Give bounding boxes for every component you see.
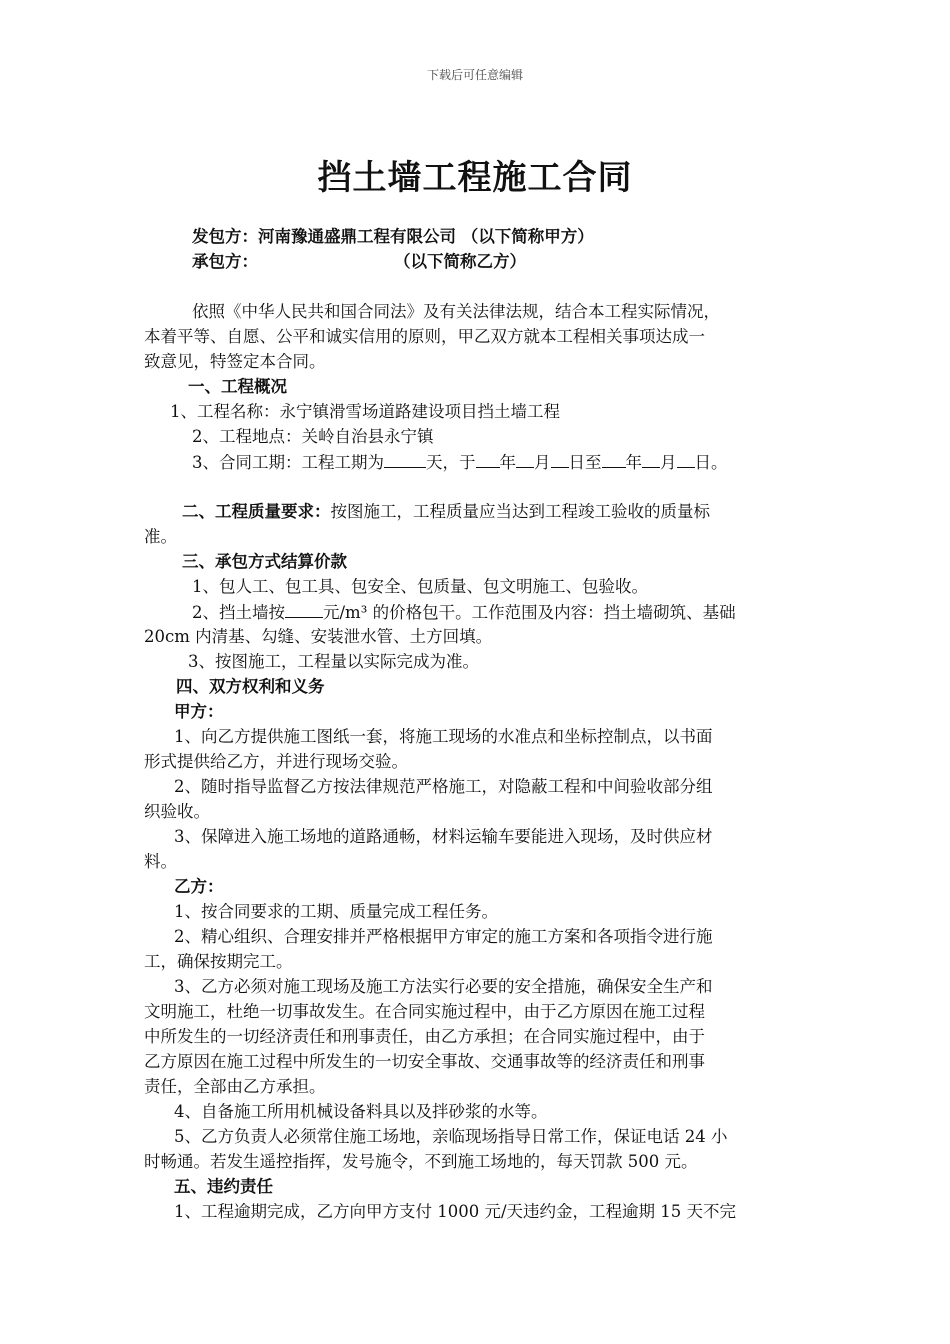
- header-note: 下载后可任意编辑: [426, 68, 523, 82]
- section-4-heading: 四、双方权利和义务: [176, 677, 325, 696]
- project-place: 2、工程地点：关岭自治县永宁镇: [192, 427, 434, 446]
- section-1-heading: 一、工程概况: [188, 377, 287, 396]
- party-b-duty: 1、按合同要求的工期、质量完成工程任务。: [174, 902, 498, 921]
- end-month-blank: [642, 449, 660, 468]
- end-day-blank: [677, 449, 695, 468]
- contract-title: 挡土墙工程施工合同: [317, 158, 633, 198]
- party-b-duty: 工，确保按期完工。: [144, 952, 293, 971]
- party-a-duty: 形式提供给乙方，并进行现场交验。: [144, 752, 408, 771]
- end-year-blank: [602, 449, 626, 468]
- section-5-heading: 五、违约责任: [174, 1177, 273, 1196]
- start-month-blank: [516, 449, 534, 468]
- contractor-label: 承包方：: [192, 252, 258, 271]
- payment-item-2-cont: 20cm 内清基、勾缝、安装泄水管、土方回填。: [144, 627, 493, 646]
- start-day-blank: [551, 449, 569, 468]
- party-b-duty: 乙方原因在施工过程中所发生的一切安全事故、交通事故等的经济责任和刑事: [144, 1052, 705, 1071]
- payment-item-1: 1、包人工、包工具、包安全、包质量、包文明施工、包验收。: [192, 577, 648, 596]
- project-name: 1、工程名称：永宁镇滑雪场道路建设项目挡土墙工程: [170, 402, 560, 421]
- party-a-duty: 料。: [144, 852, 177, 871]
- contractor-suffix: （以下简称乙方）: [394, 252, 526, 271]
- start-year-blank: [476, 449, 500, 468]
- employer-line: 发包方：河南豫通盛鼎工程有限公司 （以下简称甲方）: [192, 227, 594, 246]
- party-a-duty: 2、随时指导监督乙方按法律规范严格施工，对隐蔽工程和中间验收部分组: [174, 777, 713, 796]
- party-a-label: 甲方：: [174, 702, 224, 721]
- contract-period: 3、合同工期：工程工期为 天，于 年 月 日至 年 月 日。: [144, 449, 806, 474]
- party-b-duty: 4、自备施工所用机械设备料具以及拌砂浆的水等。: [174, 1102, 548, 1121]
- party-b-duty: 5、乙方负责人必须常住施工场地，亲临现场指导日常工作，保证电话 24 小: [174, 1127, 728, 1146]
- party-a-duty: 1、向乙方提供施工图纸一套，将施工现场的水准点和坐标控制点，以书面: [174, 727, 713, 746]
- unit-price-blank: [285, 599, 323, 618]
- quality-requirement: 二、工程质量要求：按图施工，工程质量应当达到工程竣工验收的质量标: [182, 502, 710, 521]
- party-b-duty: 文明施工，杜绝一切事故发生。在合同实施过程中，由于乙方原因在施工过程: [144, 1002, 705, 1021]
- days-blank: [384, 449, 426, 468]
- payment-item-3: 3、按图施工，工程量以实际完成为准。: [188, 652, 479, 671]
- party-b-duty: 中所发生的一切经济责任和刑事责任，由乙方承担；在合同实施过程中，由于: [144, 1027, 705, 1046]
- party-a-duty: 3、保障进入施工场地的道路通畅，材料运输车要能进入现场，及时供应材: [174, 827, 713, 846]
- section-2-heading: 二、工程质量要求：: [182, 502, 331, 521]
- contractor-line: [144, 249, 806, 274]
- party-a-duty: 织验收。: [144, 802, 210, 821]
- preamble-line: 致意见，特签定本合同。: [144, 352, 326, 371]
- breach-clause-1: 1、工程逾期完成，乙方向甲方支付 1000 元/天违约金，工程逾期 15 天不完: [174, 1202, 737, 1221]
- quality-requirement-cont: 准。: [144, 527, 177, 546]
- preamble-line: 本着平等、自愿、公平和诚实信用的原则，甲乙双方就本工程相关事项达成一: [144, 327, 705, 346]
- contract-body: [144, 224, 806, 1224]
- party-b-duty: 2、精心组织、合理安排并严格根据甲方审定的施工方案和各项指令进行施: [174, 927, 713, 946]
- preamble-line: 依照《中华人民共和国合同法》及有关法律法规，结合本工程实际情况，: [192, 302, 720, 321]
- party-b-duty: 责任，全部由乙方承担。: [144, 1077, 326, 1096]
- payment-item-2: 2、挡土墙按 元/m³ 的价格包干。工作范围及内容：挡土墙砌筑、基础: [144, 599, 806, 624]
- party-b-label: 乙方：: [174, 877, 224, 896]
- party-b-duty: 3、乙方必须对施工现场及施工方法实行必要的安全措施，确保安全生产和: [174, 977, 713, 996]
- section-3-heading: 三、承包方式结算价款: [182, 552, 347, 571]
- party-b-duty: 时畅通。若发生遥控指挥，发号施令，不到施工场地的，每天罚款 500 元。: [144, 1152, 698, 1171]
